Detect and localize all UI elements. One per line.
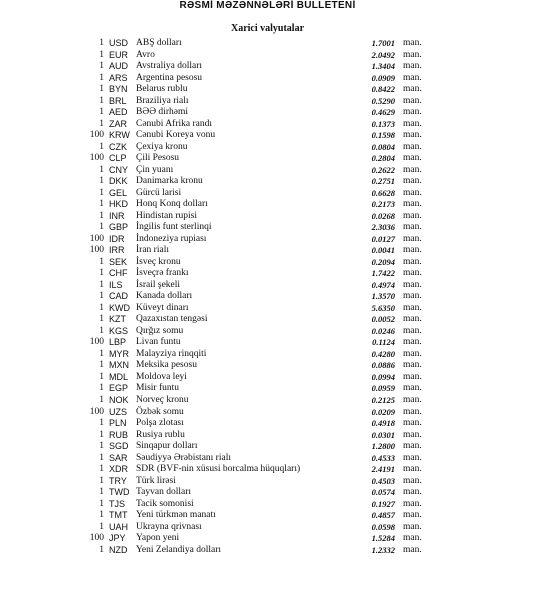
currency-row	[0, 268, 535, 280]
currency-amount: 1	[99, 394, 104, 405]
currency-code: UAH	[109, 521, 129, 532]
currency-code: EGP	[109, 383, 129, 394]
currency-name: İsveçrə frankı	[136, 268, 189, 279]
currency-row	[0, 130, 535, 142]
currency-code: CZK	[109, 141, 127, 152]
currency-code: NZD	[109, 544, 128, 555]
currency-row	[0, 38, 535, 50]
currency-row	[0, 84, 535, 96]
currency-unit: man.	[403, 452, 422, 463]
currency-name: Özbək somu	[136, 406, 184, 417]
currency-code: CAD	[109, 291, 129, 302]
currency-row	[0, 314, 535, 326]
currency-code: KRW	[109, 130, 130, 141]
exchange-rate: 0.1373	[371, 118, 395, 129]
currency-unit: man.	[403, 256, 422, 267]
currency-code: LBP	[109, 337, 127, 348]
currency-amount: 1	[99, 452, 104, 463]
currency-unit: man.	[403, 521, 422, 532]
currency-unit: man.	[403, 314, 422, 325]
currency-row	[0, 476, 535, 488]
currency-amount: 1	[99, 187, 104, 198]
exchange-rate: 1.2800	[371, 441, 395, 452]
currency-name: Cənubi Koreya vonu	[136, 130, 216, 141]
currency-row	[0, 326, 535, 338]
currency-name: Tacik somonisi	[136, 498, 194, 509]
currency-name: Polşa zlotası	[136, 418, 184, 429]
exchange-rate: 2.0492	[371, 49, 395, 60]
currency-amount: 1	[99, 429, 104, 440]
currency-amount: 1	[99, 291, 104, 302]
currency-code: INR	[109, 210, 125, 221]
exchange-rate: 0.2804	[371, 153, 395, 164]
exchange-rate: 0.4533	[371, 452, 395, 463]
currency-amount: 1	[99, 475, 104, 486]
currency-name: Qazaxıstan tengəsi	[136, 314, 208, 325]
currency-amount: 1	[99, 510, 104, 521]
currency-unit: man.	[403, 107, 422, 118]
currency-amount: 1	[99, 325, 104, 336]
currency-unit: man.	[403, 233, 422, 244]
currency-unit: man.	[403, 72, 422, 83]
currency-code: ILS	[109, 279, 123, 290]
currency-code: GEL	[109, 187, 128, 198]
currency-name: Çili Pesosu	[136, 153, 180, 164]
currency-amount: 1	[99, 441, 104, 452]
section-subtitle: Xarici valyutalar	[230, 23, 305, 34]
exchange-rate: 0.0804	[371, 141, 395, 152]
currency-code: RUB	[109, 429, 129, 440]
currency-row	[0, 107, 535, 119]
exchange-rate: 0.0127	[371, 233, 395, 244]
currency-code: EUR	[109, 49, 129, 60]
currency-code: BYN	[109, 84, 128, 95]
currency-name: Kanada dolları	[136, 291, 193, 302]
exchange-rate: 0.0909	[371, 72, 395, 83]
currency-unit: man.	[403, 164, 422, 175]
exchange-rate: 0.2622	[371, 164, 395, 175]
currency-unit: man.	[403, 210, 422, 221]
currency-code: CLP	[109, 153, 127, 164]
currency-row	[0, 280, 535, 292]
currency-name: Moldova leyi	[136, 371, 187, 382]
currency-unit: man.	[403, 475, 422, 486]
currency-unit: man.	[403, 394, 422, 405]
currency-amount: 1	[99, 360, 104, 371]
currency-name: Qırğız somu	[136, 325, 184, 336]
exchange-rate: 1.5284	[371, 533, 395, 544]
currency-name: Tayvan dolları	[136, 487, 191, 498]
exchange-rate: 0.4629	[371, 107, 395, 118]
exchange-rate: 0.2125	[371, 394, 395, 405]
currency-name: İndoneziya rupiası	[136, 233, 207, 244]
currency-unit: man.	[403, 153, 422, 164]
currency-unit: man.	[403, 360, 422, 371]
exchange-rate: 0.2173	[371, 199, 395, 210]
currency-amount: 1	[99, 418, 104, 429]
currency-code: TWD	[109, 487, 130, 498]
currency-code: MYR	[109, 348, 129, 359]
currency-amount: 1	[99, 383, 104, 394]
currency-amount: 1	[99, 176, 104, 187]
currency-name: Belarus rublu	[136, 84, 188, 95]
currency-name: İsrail şekeli	[136, 279, 181, 290]
exchange-rate: 0.4503	[371, 475, 395, 486]
currency-name: BƏƏ dirhəmi	[136, 107, 188, 118]
currency-unit: man.	[403, 130, 422, 141]
currency-row	[0, 165, 535, 177]
currency-unit: man.	[403, 406, 422, 417]
currency-code: TRY	[109, 475, 127, 486]
currency-amount: 1	[99, 268, 104, 279]
currency-code: MDL	[109, 371, 129, 382]
currency-unit: man.	[403, 118, 422, 129]
currency-amount: 1	[99, 487, 104, 498]
currency-name: İngilis funt sterlinqi	[136, 222, 212, 233]
currency-row	[0, 303, 535, 315]
exchange-rate: 0.0268	[371, 210, 395, 221]
currency-unit: man.	[403, 533, 422, 544]
exchange-rate: 0.0209	[371, 406, 395, 417]
currency-code: TJS	[109, 498, 126, 509]
currency-name: Avstraliya dolları	[136, 61, 203, 72]
exchange-rate: 0.4857	[371, 510, 395, 521]
exchange-rate: 0.4280	[371, 348, 395, 359]
exchange-rate: 0.8422	[371, 84, 395, 95]
currency-name: Sinqapur dolları	[136, 441, 198, 452]
currency-code: IDR	[109, 233, 125, 244]
currency-amount: 1	[99, 107, 104, 118]
currency-row	[0, 199, 535, 211]
currency-row	[0, 211, 535, 223]
currency-row	[0, 96, 535, 108]
currency-rates-table	[0, 38, 535, 556]
exchange-rate: 0.0959	[371, 383, 395, 394]
exchange-rate: 1.2332	[371, 544, 395, 555]
currency-name: Türk lirəsi	[136, 475, 176, 486]
currency-row	[0, 245, 535, 257]
exchange-rate: 0.6628	[371, 187, 395, 198]
currency-amount: 1	[99, 256, 104, 267]
currency-row	[0, 153, 535, 165]
currency-row	[0, 522, 535, 534]
exchange-rate: 0.5290	[371, 95, 395, 106]
currency-row	[0, 50, 535, 62]
currency-amount: 100	[89, 337, 104, 348]
exchange-rate: 5.6350	[371, 302, 395, 313]
currency-row	[0, 222, 535, 234]
currency-amount: 1	[99, 61, 104, 72]
currency-row	[0, 188, 535, 200]
currency-row	[0, 545, 535, 557]
currency-amount: 1	[99, 118, 104, 129]
currency-row	[0, 119, 535, 131]
currency-amount: 1	[99, 164, 104, 175]
currency-row	[0, 176, 535, 188]
currency-code: KGS	[109, 325, 129, 336]
currency-name: İsveç kronu	[136, 256, 181, 267]
currency-row	[0, 407, 535, 419]
currency-code: XDR	[109, 464, 129, 475]
currency-name: Avro	[136, 49, 155, 60]
currency-code: CHF	[109, 268, 128, 279]
exchange-rate: 0.0886	[371, 360, 395, 371]
currency-name: İran rialı	[136, 245, 169, 256]
currency-name: Yeni Zelandiya dolları	[136, 544, 222, 555]
currency-name: Cənubi Afrika randı	[136, 118, 212, 129]
currency-name: SDR (BVF-nin xüsusi borcalma hüquqları)	[136, 464, 301, 475]
currency-amount: 1	[99, 348, 104, 359]
currency-unit: man.	[403, 222, 422, 233]
currency-amount: 1	[99, 199, 104, 210]
currency-unit: man.	[403, 245, 422, 256]
currency-amount: 1	[99, 521, 104, 532]
currency-code: IRR	[109, 245, 125, 256]
currency-code: JPY	[109, 533, 126, 544]
currency-code: ZAR	[109, 118, 127, 129]
currency-name: Çexiya kronu	[136, 141, 188, 152]
currency-unit: man.	[403, 383, 422, 394]
currency-row	[0, 383, 535, 395]
currency-name: Misir funtu	[136, 383, 180, 394]
currency-code: MXN	[109, 360, 129, 371]
currency-code: HKD	[109, 199, 129, 210]
exchange-rate: 0.2094	[371, 256, 395, 267]
currency-unit: man.	[403, 348, 422, 359]
currency-code: SEK	[109, 256, 128, 267]
currency-row	[0, 464, 535, 476]
currency-name: ABŞ dolları	[136, 38, 182, 48]
currency-code: GBP	[109, 222, 129, 233]
currency-code: TMT	[109, 510, 128, 521]
currency-name: Malayziya rinqqiti	[136, 348, 207, 359]
currency-unit: man.	[403, 291, 422, 302]
currency-row	[0, 61, 535, 73]
currency-amount: 1	[99, 95, 104, 106]
exchange-rate: 0.0052	[371, 314, 395, 325]
currency-row	[0, 453, 535, 465]
exchange-rate: 1.7001	[371, 38, 395, 48]
currency-row	[0, 234, 535, 246]
currency-unit: man.	[403, 61, 422, 72]
currency-name: Çin yuanı	[136, 164, 174, 175]
currency-row	[0, 418, 535, 430]
currency-amount: 1	[99, 544, 104, 555]
currency-row	[0, 487, 535, 499]
currency-row	[0, 73, 535, 85]
exchange-rate: 0.1598	[371, 130, 395, 141]
currency-code: UZS	[109, 406, 127, 417]
currency-amount: 100	[89, 533, 104, 544]
currency-row	[0, 291, 535, 303]
currency-code: SGD	[109, 441, 129, 452]
currency-amount: 100	[89, 233, 104, 244]
currency-unit: man.	[403, 187, 422, 198]
currency-unit: man.	[403, 337, 422, 348]
currency-amount: 1	[99, 279, 104, 290]
currency-unit: man.	[403, 141, 422, 152]
currency-row	[0, 441, 535, 453]
currency-unit: man.	[403, 38, 422, 48]
exchange-rate: 2.3036	[371, 222, 395, 233]
currency-row	[0, 510, 535, 522]
currency-unit: man.	[403, 429, 422, 440]
bulletin-title: RƏSMİ MƏZƏNNƏLƏRİ BULLETENİ	[179, 0, 356, 11]
currency-unit: man.	[403, 498, 422, 509]
currency-unit: man.	[403, 544, 422, 555]
currency-code: SAR	[109, 452, 128, 463]
currency-code: DKK	[109, 176, 128, 187]
currency-code: USD	[109, 38, 129, 48]
currency-row	[0, 142, 535, 154]
currency-unit: man.	[403, 510, 422, 521]
exchange-rate: 0.4918	[371, 418, 395, 429]
currency-code: NOK	[109, 394, 129, 405]
currency-code: KZT	[109, 314, 126, 325]
currency-code: CNY	[109, 164, 129, 175]
currency-row	[0, 499, 535, 511]
exchange-rate: 0.0598	[371, 521, 395, 532]
currency-code: KWD	[109, 302, 130, 313]
currency-name: Argentina pesosu	[136, 72, 203, 83]
exchange-rate: 1.3404	[371, 61, 395, 72]
currency-unit: man.	[403, 302, 422, 313]
currency-unit: man.	[403, 418, 422, 429]
currency-row	[0, 337, 535, 349]
currency-amount: 1	[99, 371, 104, 382]
currency-unit: man.	[403, 371, 422, 382]
currency-row	[0, 533, 535, 545]
exchange-rate: 2.4191	[371, 464, 395, 475]
currency-unit: man.	[403, 325, 422, 336]
currency-name: Livan funtu	[136, 337, 181, 348]
currency-amount: 1	[99, 314, 104, 325]
currency-amount: 1	[99, 498, 104, 509]
currency-amount: 1	[99, 210, 104, 221]
currency-name: Norveç kronu	[136, 394, 189, 405]
currency-row	[0, 257, 535, 269]
currency-unit: man.	[403, 487, 422, 498]
currency-amount: 100	[89, 153, 104, 164]
currency-row	[0, 430, 535, 442]
exchange-rate: 0.1927	[371, 498, 395, 509]
currency-name: Rusiya rublu	[136, 429, 185, 440]
currency-unit: man.	[403, 441, 422, 452]
currency-amount: 1	[99, 464, 104, 475]
exchange-rate: 0.2751	[371, 176, 395, 187]
currency-name: Küveyt dinarı	[136, 302, 189, 313]
currency-code: PLN	[109, 418, 127, 429]
currency-code: AUD	[109, 61, 129, 72]
currency-amount: 1	[99, 38, 104, 48]
currency-amount: 1	[99, 141, 104, 152]
currency-row	[0, 360, 535, 372]
currency-code: BRL	[109, 95, 127, 106]
currency-name: Yeni türkmən manatı	[136, 510, 216, 521]
currency-row	[0, 395, 535, 407]
currency-unit: man.	[403, 268, 422, 279]
currency-unit: man.	[403, 95, 422, 106]
exchange-rate: 0.4974	[371, 279, 395, 290]
currency-code: AED	[109, 107, 128, 118]
currency-amount: 100	[89, 245, 104, 256]
currency-name: Gürcü larisi	[136, 187, 182, 198]
currency-name: Ukrayna qrivnası	[136, 521, 202, 532]
exchange-rate: 0.0041	[371, 245, 395, 256]
exchange-rate: 0.0301	[371, 429, 395, 440]
currency-unit: man.	[403, 199, 422, 210]
currency-amount: 100	[89, 130, 104, 141]
exchange-rate: 0.0994	[371, 371, 395, 382]
currency-unit: man.	[403, 84, 422, 95]
currency-unit: man.	[403, 279, 422, 290]
currency-unit: man.	[403, 49, 422, 60]
currency-name: Səudiyyə Ərəbistanı rialı	[136, 452, 231, 463]
currency-name: Yapon yeni	[136, 533, 180, 544]
currency-unit: man.	[403, 176, 422, 187]
currency-name: Hindistan rupisi	[136, 210, 197, 221]
exchange-rate: 0.0574	[371, 487, 395, 498]
currency-amount: 1	[99, 49, 104, 60]
currency-amount: 1	[99, 222, 104, 233]
currency-name: Braziliya rialı	[136, 95, 189, 106]
currency-name: Honq Konq dolları	[136, 199, 208, 210]
currency-row	[0, 349, 535, 361]
exchange-rate: 1.7422	[371, 268, 395, 279]
exchange-rate: 0.1124	[372, 337, 395, 348]
currency-amount: 100	[89, 406, 104, 417]
currency-unit: man.	[403, 464, 422, 475]
currency-amount: 1	[99, 72, 104, 83]
currency-row	[0, 372, 535, 384]
currency-name: Meksika pesosu	[136, 360, 197, 371]
currency-amount: 1	[99, 84, 104, 95]
exchange-rate: 1.3570	[371, 291, 395, 302]
currency-amount: 1	[99, 302, 104, 313]
currency-code: ARS	[109, 72, 128, 83]
exchange-rate: 0.0246	[371, 325, 395, 336]
currency-name: Danimarka kronu	[136, 176, 203, 187]
